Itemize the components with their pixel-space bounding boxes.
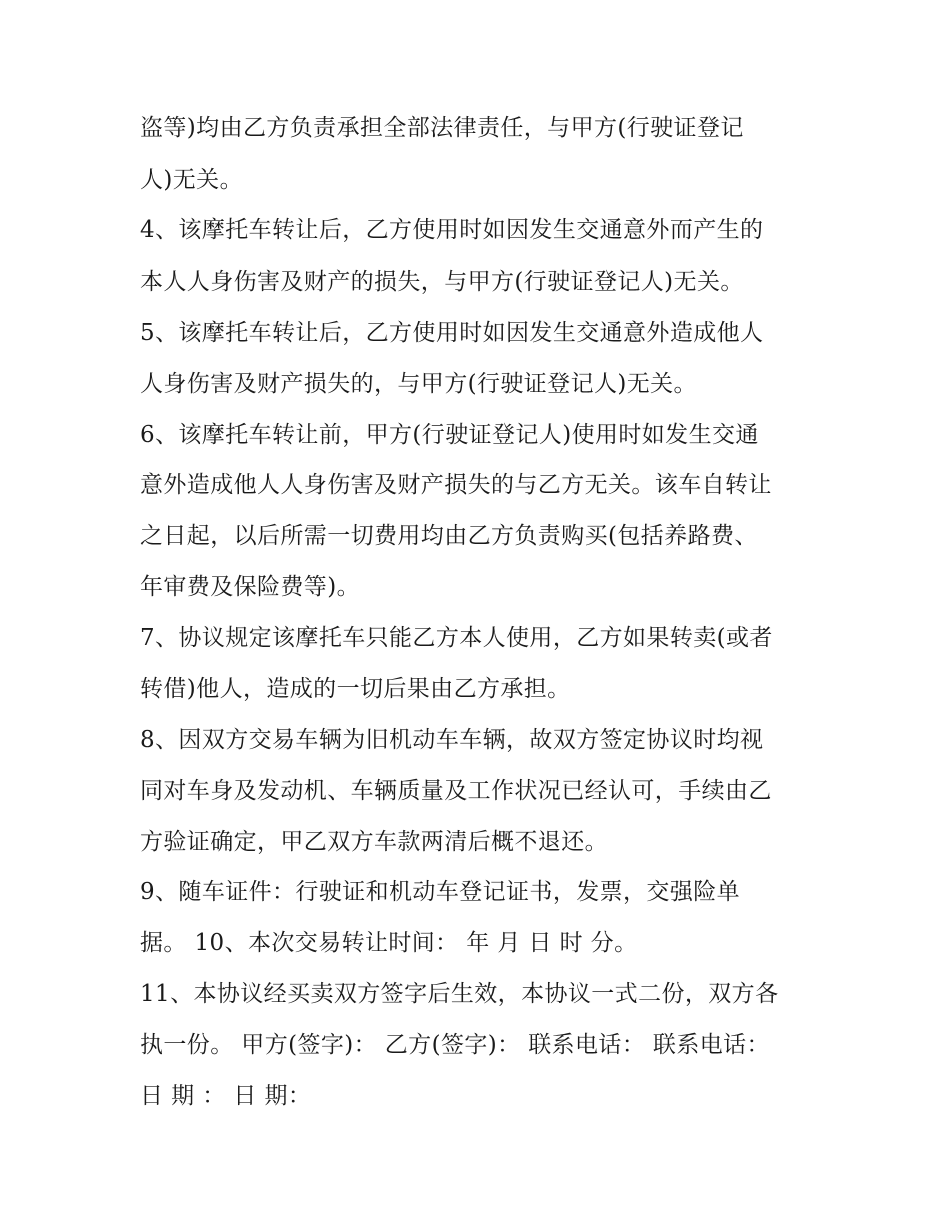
text-line: 5、该摩托车转让后，乙方使用时如因发生交通意外造成他人 xyxy=(140,320,764,346)
text-line: 意外造成他人人身伤害及财产损失的与乙方无关。该车自转让 xyxy=(140,472,772,498)
text-line: 7、协议规定该摩托车只能乙方本人使用，乙方如果转卖(或者 xyxy=(140,625,773,651)
text-line: 人身伤害及财产损失的，与甲方(行驶证登记人)无关。 xyxy=(140,371,697,397)
text-line: 本人人身伤害及财产的损失，与甲方(行驶证登记人)无关。 xyxy=(140,269,744,295)
text-line: 同对车身及发动机、车辆质量及工作状况已经认可，手续由乙 xyxy=(140,778,772,804)
text-line: 之日起，以后所需一切费用均由乙方负责购买(包括养路费、 xyxy=(140,523,758,549)
text-line: 人)无关。 xyxy=(140,167,243,193)
text-line: 执一份。 甲方(签字)： 乙方(签字)： 联系电话： 联系电话： xyxy=(140,1032,770,1058)
text-line: 转借)他人，造成的一切后果由乙方承担。 xyxy=(140,676,571,702)
text-line: 6、该摩托车转让前，甲方(行驶证登记人)使用时如发生交通 xyxy=(140,422,759,448)
text-line: 日 期 ： 日 期： xyxy=(140,1083,312,1109)
text-line: 4、该摩托车转让后，乙方使用时如因发生交通意外而产生的 xyxy=(140,217,764,243)
text-line: 11、本协议经买卖双方签字后生效，本协议一式二份，双方各 xyxy=(140,981,779,1007)
text-line: 方验证确定，甲乙双方车款两清后概不退还。 xyxy=(140,829,608,855)
text-line: 据。 10、本次交易转让时间： 年 月 日 时 分。 xyxy=(140,930,638,956)
text-line: 年审费及保险费等)。 xyxy=(140,574,360,600)
text-line: 盗等)均由乙方负责承担全部法律责任，与甲方(行驶证登记 xyxy=(140,115,744,141)
text-line: 8、因双方交易车辆为旧机动车车辆，故双方签定协议时均视 xyxy=(140,727,764,753)
text-line: 9、随车证件：行驶证和机动车登记证书，发票，交强险单 xyxy=(140,879,741,905)
